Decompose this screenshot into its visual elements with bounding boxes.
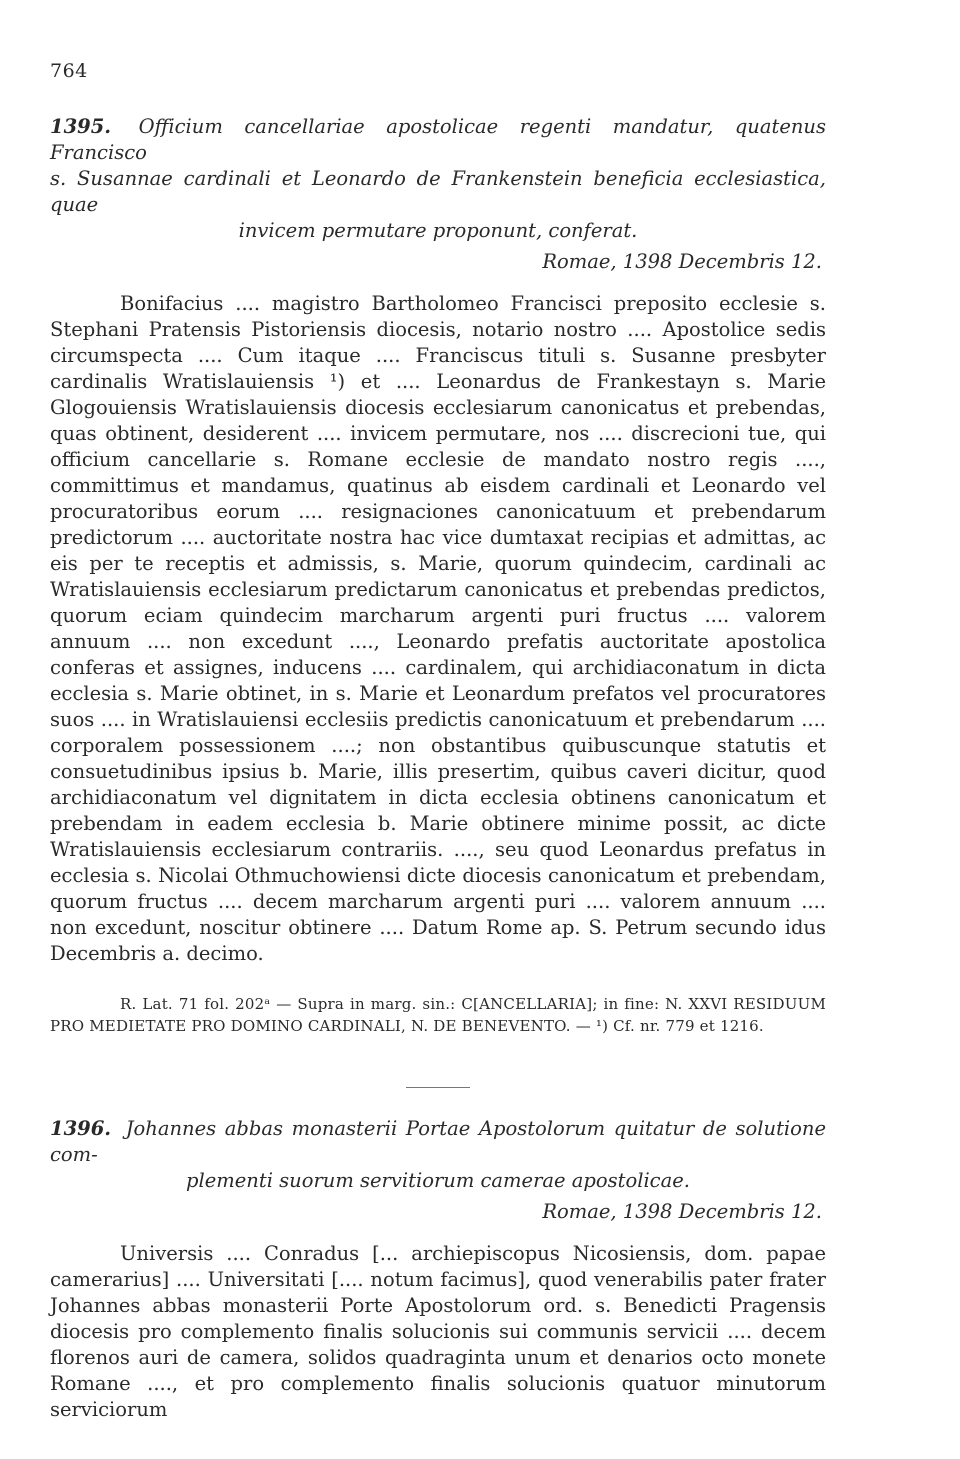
page-content bbox=[50, 58, 826, 1423]
doc-1395-number: 1395. bbox=[50, 115, 112, 138]
page-number: 764 bbox=[50, 60, 88, 82]
doc-1395-heading bbox=[50, 114, 826, 244]
doc-1396-heading-line2: plementi suorum servitiorum camerae apostolicae. bbox=[186, 1169, 690, 1192]
doc-1395-body bbox=[50, 291, 826, 967]
doc-1395-heading-line1: Officium cancellariae apostolicae regenti mandatur, quatenus Francisco bbox=[50, 115, 826, 164]
doc-1396-text: Universis .... Conradus [... archiepiscopus Nicosiensis, dom. papae camerarius] .... Universitati [.... notum facimus], quod venerabilis pater frater Johannes abbas monasterii Porte Apostolorum ord. s. Benedicti Pragensis diocesis pro complemento finalis solucionis sui communis servicii .... decem florenos auri de camera, solidos quadraginta unum et denarios octo monete Romane ...., et pro complemento finalis solucionis quatuor minutorum serviciorum bbox=[50, 1242, 826, 1421]
doc-1395-text: Bonifacius .... magistro Bartholomeo Francisci preposito ecclesie s. Stephani Pratensis Pistoriensis diocesis, notario nostro .... Apostolice sedis circumspecta .... Cum itaque .... Franciscus tituli s. Susanne presbyter cardinalis Wratislauiensis ¹) et .... Leonardus de Frankestayn s. Marie Glogouiensis Wratislauiensis diocesis ecclesiarum canonicatus et prebendas, quas obtinent, desiderent .... invicem permutare, nos .... discrecioni tue, qui officium cancellarie s. Romane ecclesie de mandato nostro regis ...., committimus et mandamus, quatinus ab eisdem cardinali et Leonardo vel procuratoribus eorum .... resignaciones canonicatuum et prebendarum predictorum .... auctoritate nostra hac vice dumtaxat recipias et admittas, ac eis per te receptis et admissis, s. Marie, quorum quindecim, cardinali ac Wratislauiensis ecclesiarum predictarum canonicatus et prebendas predictos, quorum eciam quindecim marcharum argenti puri fructus .... valorem annuum .... non excedunt ...., Leonardo prefatis auctoritate apostolica conferas et assignes, inducens .... cardinalem, qui archidiaconatum in dicta ecclesia s. Marie obtinet, in s. Marie et Leonardum prefatos vel procuratores suos .... in Wratislauiensi ecclesiis predictis canonicatuum et prebendarum .... corporalem possessionem ....; non obstantibus quibuscunque statutis et consuetudinibus ipsius b. Marie, illis presertim, quibus caveri dicitur, quod archidiaconatum vel dignitatem in dicta ecclesia obtinens canonicatum et prebendam in eadem ecclesia b. Marie obtinere minime possit, ac dicte Wratislauiensis ecclesiarum contrariis. ...., seu quod Leonardus prefatus in ecclesia s. Nicolai Othmuchowiensi dicte diocesis canonicatum et prebendam, quorum fructus .... decem marcharum argenti puri .... valorem annuum .... non excedunt, noscitur obtinere .... Datum Rome ap. S. Petrum secundo idus Decembris a. decimo. bbox=[50, 292, 826, 965]
doc-1396-number: 1396. bbox=[50, 1117, 112, 1140]
doc-1395-heading-line3: invicem permutare proponunt, conferat. bbox=[238, 219, 638, 242]
doc-1395-heading-line2: s. Susannae cardinali et Leonardo de Frankenstein beneficia ecclesiastica, quae bbox=[50, 167, 826, 216]
doc-1396-body bbox=[50, 1241, 826, 1423]
doc-1396-heading bbox=[50, 1116, 826, 1194]
separator-rule bbox=[406, 1087, 470, 1088]
doc-1396-heading-line1: Johannes abbas monasterii Portae Apostolorum quitatur de solutione com- bbox=[50, 1117, 826, 1166]
doc-1396-date: Romae, 1398 Decembris 12. bbox=[542, 1200, 822, 1223]
doc-1395-date: Romae, 1398 Decembris 12. bbox=[542, 250, 822, 273]
doc-1395-footnote: R. Lat. 71 fol. 202ᵃ — Supra in marg. sin.: C[ANCELLARIA]; in fine: N. XXVI RESIDUUM PRO MEDIETATE PRO DOMINO CARDINALI, N. DE BENEVENTO. — ¹) Cf. nr. 779 et 1216. bbox=[50, 995, 826, 1035]
